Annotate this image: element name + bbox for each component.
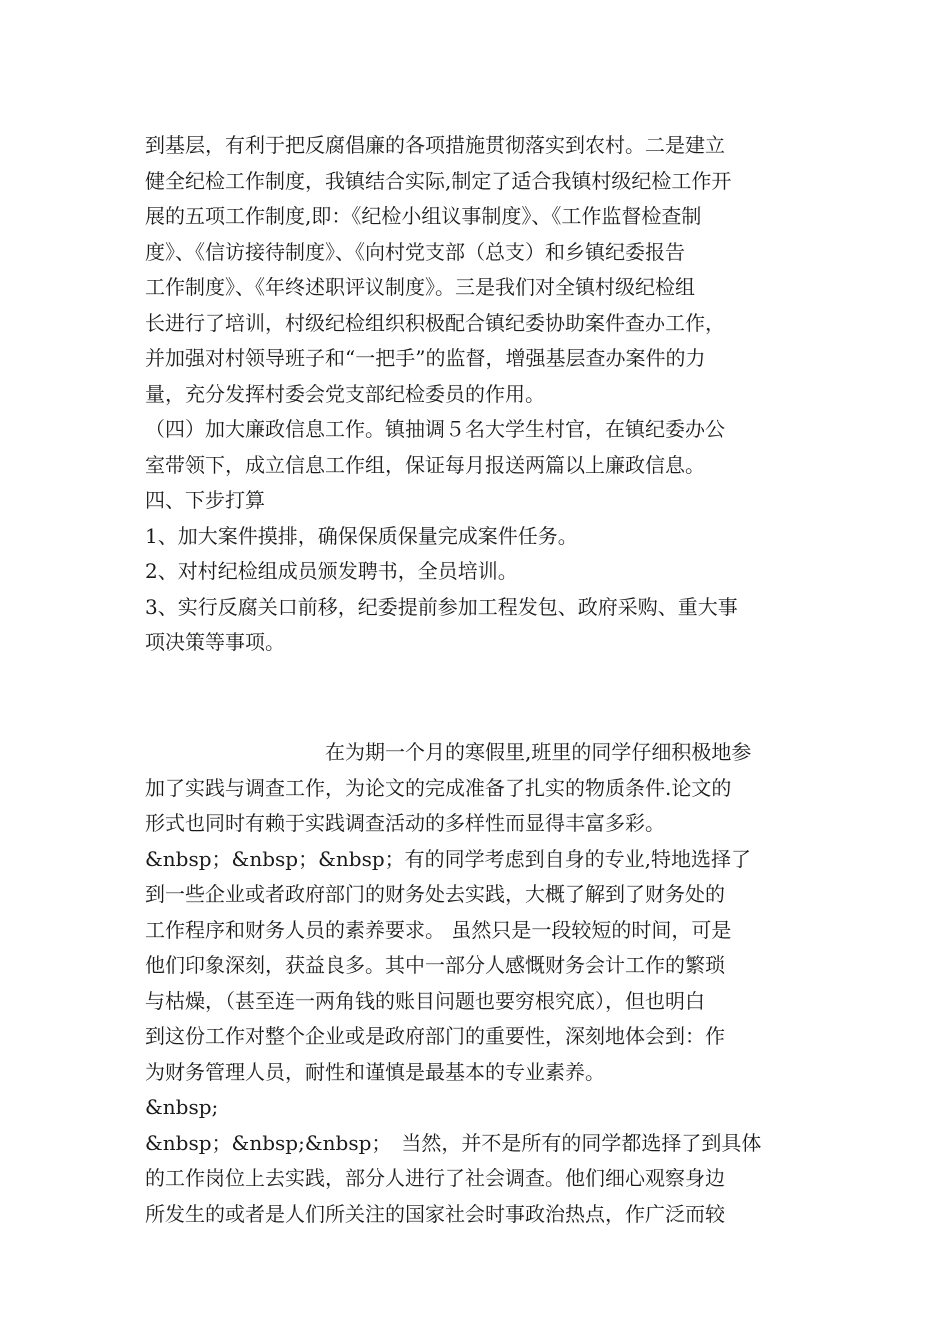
text-line: 工作程序和财务人员的素养要求。 虽然只是一段较短的时间，可是 bbox=[145, 917, 732, 942]
text-line: 所发生的或者是人们所关注的国家社会时事政治热点，作广泛而较 bbox=[145, 1201, 725, 1226]
text-line-indented: 在为期一个月的寒假里,班里的同学仔细积极地参 bbox=[325, 740, 752, 764]
list-item: 1、加大案件摸排，确保保质保量完成案件任务。 bbox=[145, 523, 578, 548]
text-line: &nbsp；&nbsp;&nbsp； 当然，并不是所有的同学都选择了到具体 bbox=[145, 1130, 762, 1155]
blank-line bbox=[145, 661, 810, 697]
heading-next-steps: 四、下步打算 bbox=[145, 488, 265, 512]
text-line: &nbsp; bbox=[145, 1095, 219, 1119]
text-line: 长进行了培训，村级纪检组织积极配合镇纪委协助案件查办工作， bbox=[145, 310, 725, 335]
text-line: 项决策等事项。 bbox=[145, 630, 285, 654]
text-line: 工作制度》、《年终述职评议制度》。三是我们对全镇村级纪检组 bbox=[145, 275, 695, 299]
text-line: 形式也同时有赖于实践调查活动的多样性而显得丰富多彩。 bbox=[145, 811, 665, 835]
list-item: 3、实行反腐关口前移，纪委提前参加工程发包、政府采购、重大事 bbox=[145, 594, 738, 619]
document-page bbox=[145, 128, 810, 1232]
text-line: 到基层，有利于把反腐倡廉的各项措施贯彻落实到农村。二是建立 bbox=[145, 133, 725, 157]
section-one bbox=[145, 128, 810, 661]
section-two bbox=[145, 735, 810, 1232]
text-line: 并加强对村领导班子和“一把手”的监督，增强基层查办案件的力 bbox=[145, 346, 706, 370]
text-line: 到一些企业或者政府部门的财务处去实践，大概了解到了财务处的 bbox=[145, 882, 725, 906]
blank-line bbox=[145, 696, 810, 735]
text-line: 他们印象深刻，获益良多。其中一部分人感慨财务会计工作的繁琐 bbox=[145, 953, 725, 977]
text-line: 与枯燥，（甚至连一两角钱的账目问题也要穷根究底），但也明白 bbox=[145, 988, 705, 1013]
text-line: 加了实践与调查工作，为论文的完成准备了扎实的物质条件.论文的 bbox=[145, 775, 732, 800]
list-item: 2、对村纪检组成员颁发聘书，全员培训。 bbox=[145, 559, 518, 583]
text-line: &nbsp；&nbsp；&nbsp；有的同学考虑到自身的专业,特地选择了 bbox=[145, 846, 752, 871]
text-line: 展的五项工作制度,即：《纪检小组议事制度》、《工作监督检查制 bbox=[145, 204, 702, 228]
text-line: 度》、《信访接待制度》、《向村党支部（总支）和乡镇纪委报告 bbox=[145, 239, 685, 264]
text-line: 室带领下，成立信息工作组，保证每月报送两篇以上廉政信息。 bbox=[145, 452, 705, 477]
text-line: 的工作岗位上去实践，部分人进行了社会调查。他们细心观察身边 bbox=[145, 1166, 725, 1190]
text-line: （四）加大廉政信息工作。镇抽调５名大学生村官，在镇纪委办公 bbox=[145, 417, 725, 441]
text-line: 量，充分发挥村委会党支部纪检委员的作用。 bbox=[145, 381, 545, 406]
text-line: 健全纪检工作制度，我镇结合实际,制定了适合我镇村级纪检工作开 bbox=[145, 168, 732, 193]
text-line: 到这份工作对整个企业或是政府部门的重要性，深刻地体会到：作 bbox=[145, 1024, 725, 1048]
text-line: 为财务管理人员，耐性和谨慎是最基本的专业素养。 bbox=[145, 1059, 605, 1084]
